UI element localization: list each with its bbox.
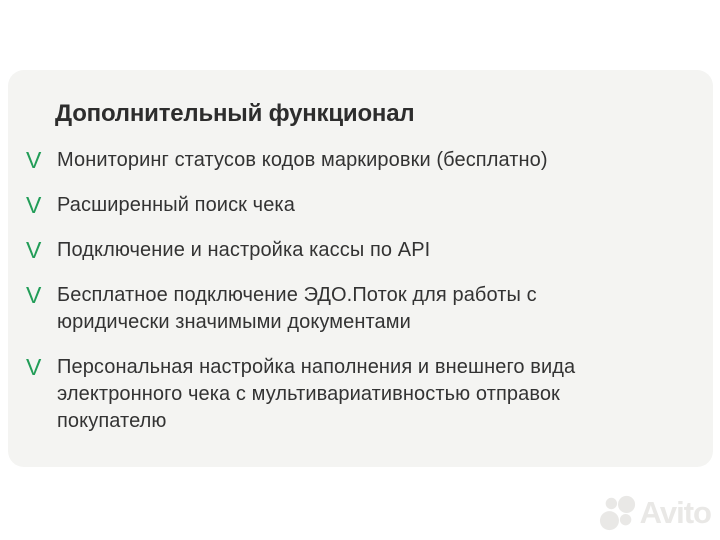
feature-item: [8, 354, 713, 435]
feature-line: Подключение и настройка кассы по API: [57, 239, 431, 261]
avito-brand-text: Avito: [639, 495, 711, 530]
feature-text: [57, 147, 671, 174]
features-card: [8, 70, 713, 467]
checkmark-icon: V: [26, 147, 42, 173]
feature-line: покупателю: [57, 410, 167, 432]
feature-item: [8, 237, 713, 264]
avito-circles-icon: [599, 494, 637, 532]
checkmark-icon: V: [26, 354, 42, 380]
checkmark-icon: V: [26, 192, 42, 218]
feature-line: Бесплатное подключение ЭДО.Поток для работы с: [57, 284, 537, 306]
feature-text: [57, 282, 671, 336]
card-title: Дополнительный функционал: [55, 100, 415, 127]
feature-text: [57, 237, 671, 264]
feature-line: Расширенный поиск чека: [57, 194, 295, 216]
feature-text: [57, 354, 671, 435]
avito-watermark: [599, 494, 711, 532]
feature-line: электронного чека с мультивариативностью отправок: [57, 383, 560, 405]
feature-line: Персональная настройка наполнения и внешнего вида: [57, 356, 576, 378]
feature-line: Мониторинг статусов кодов маркировки (бесплатно): [57, 149, 548, 171]
feature-text: [57, 192, 671, 219]
feature-list: [8, 147, 713, 435]
feature-item: [8, 282, 713, 336]
feature-item: [8, 192, 713, 219]
checkmark-icon: V: [26, 237, 42, 263]
feature-item: [8, 147, 713, 174]
feature-line: юридически значимыми документами: [57, 311, 411, 333]
checkmark-icon: V: [26, 282, 42, 308]
